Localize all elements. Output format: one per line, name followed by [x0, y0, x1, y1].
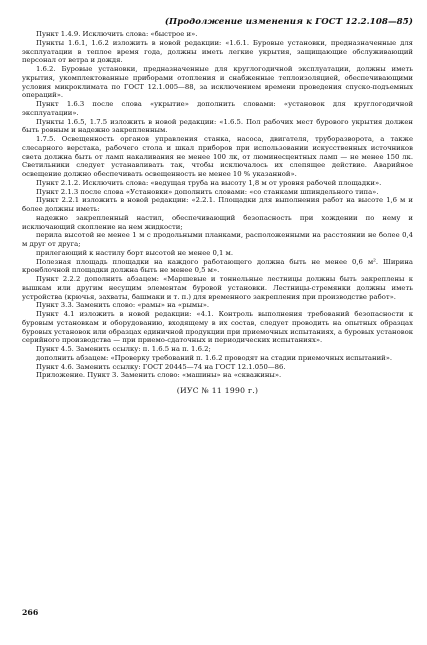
paragraph: Пункт 3.3. Заменить слово: «рамы» на «рымы».	[36, 301, 210, 310]
paragraph: надежно закрепленный настил, обеспечивающий безопасность при хождении по нему и исключающий скопление на нем жидкости;	[22, 213, 413, 231]
paragraph: Пункт 4.6. Заменить ссылку: ГОСТ 20445—74 на ГОСТ 12.1.050—86.	[36, 362, 286, 371]
paragraph: Пункты 1.6.1, 1.6.2 изложить в новой редакции: «1.6.1. Буровые установки, предназначенные для эксплуатации в теплое время года, должны иметь легкие укрытия, защищающие обслуживающий персонал от ветра и дождя.	[22, 38, 413, 65]
paragraph: Пункт 2.1.3 после слова «Установки» дополнить словами: «со станками шпиндельного типа».	[36, 187, 379, 196]
paragraph: Пункт 1.4.9. Исключить слова: «быстрое и».	[36, 30, 198, 38]
document-body	[22, 30, 413, 380]
paragraph: Пункт 2.1.2. Исключить слова: «ведущая труба на высоту 1,8 м от уровня рабочей площадки».	[36, 178, 382, 187]
paragraph: 1.6.2. Буровые установки, предназначенные для круглогодичной эксплуатации, должны иметь укрытия, укомплектованные приборами отопления и снабженные теплоизоляцией, обеспечивающими условия микроклимата по ГОСТ 12.1.005—88, за исключением времени проведения спуско-подъемных операций».	[22, 65, 413, 100]
paragraph: Приложение. Пункт 3. Заменить слово: «машины» на «скважины».	[36, 371, 282, 380]
paragraph: Пункт 4.5. Заменить ссылку: п. 1.6.5 на п. 1.6.2;	[36, 345, 211, 353]
page-header: (Продолжение изменения к ГОСТ 12.2.108—85)	[164, 17, 413, 27]
paragraph: Пункты 1.6.5, 1.7.5 изложить в новой редакции: «1.6.5. Пол рабочих мест бурового укрытия должен быть ровным и надежно закрепленным.	[22, 117, 413, 135]
paragraph: дополнить абзацем: «Проверку требований п. 1.6.2 проводят на стадии приемочных испытаний».	[36, 353, 393, 362]
paragraph: Пункт 1.6.3 после слова «укрытие» дополнить словами: «установок для круглогодичной эксплуатации».	[22, 100, 413, 117]
page-number: 266	[22, 608, 39, 617]
paragraph: Пункт 2.2.1 изложить в новой редакции: «2.2.1. Площадки для выполнения работ на высоте 1,6 м и более должны иметь:	[22, 196, 413, 213]
paragraph: Пункт 2.2.2 дополнить абзацем: «Маршевые и тоннельные лестницы должны быть закреплены к вышкам или другим несущим элементам буровой установки. Лестницы-стремянки должны иметь устройства (крючья, захваты, башмаки и т. п.) для временного закрепления при производстве работ».	[22, 275, 413, 301]
paragraph: перила высотой не менее 1 м с продольными планками, расположенными на расстоянии не более 0,4 м друг от друга;	[22, 231, 413, 248]
paragraph: Полезная площадь площадки на каждого работающего должна быть не менее 0,6 м². Ширина кронблочной площадки должна быть не менее 0,5 м».	[22, 257, 413, 275]
paragraph: Пункт 4.1 изложить в новой редакции: «4.1. Контроль выполнения требований безопасности к буровым установкам и оборудованию, входящему в их состав, следует проводить на опытных образцах буровых установок или образцах единичной продукции при приемочных испытаниях, а буровых установок серийного производства — при приемо-сдаточных и периодических испытаниях».	[22, 310, 413, 345]
publication-reference: (ИУС № 11 1990 г.)	[176, 386, 259, 395]
paragraph: 1.7.5. Освещенность органов управления станка, насоса, двигателя, труборазворота, а также слесарного верстака, рабочего стола и шкал приборов при использовании искусственных источников света должна быть от ламп накаливания не менее 100 лк, от люминесцентных ламп — не менее 150 лк. Светильники следует устанавливать так, чтобы исключалось их слепящее действие. Аварийное освещение должно обеспечивать освещенность не менее 10 % указанной».	[22, 135, 413, 178]
paragraph: прилегающий к настилу борт высотой не менее 0,1 м.	[36, 248, 234, 257]
